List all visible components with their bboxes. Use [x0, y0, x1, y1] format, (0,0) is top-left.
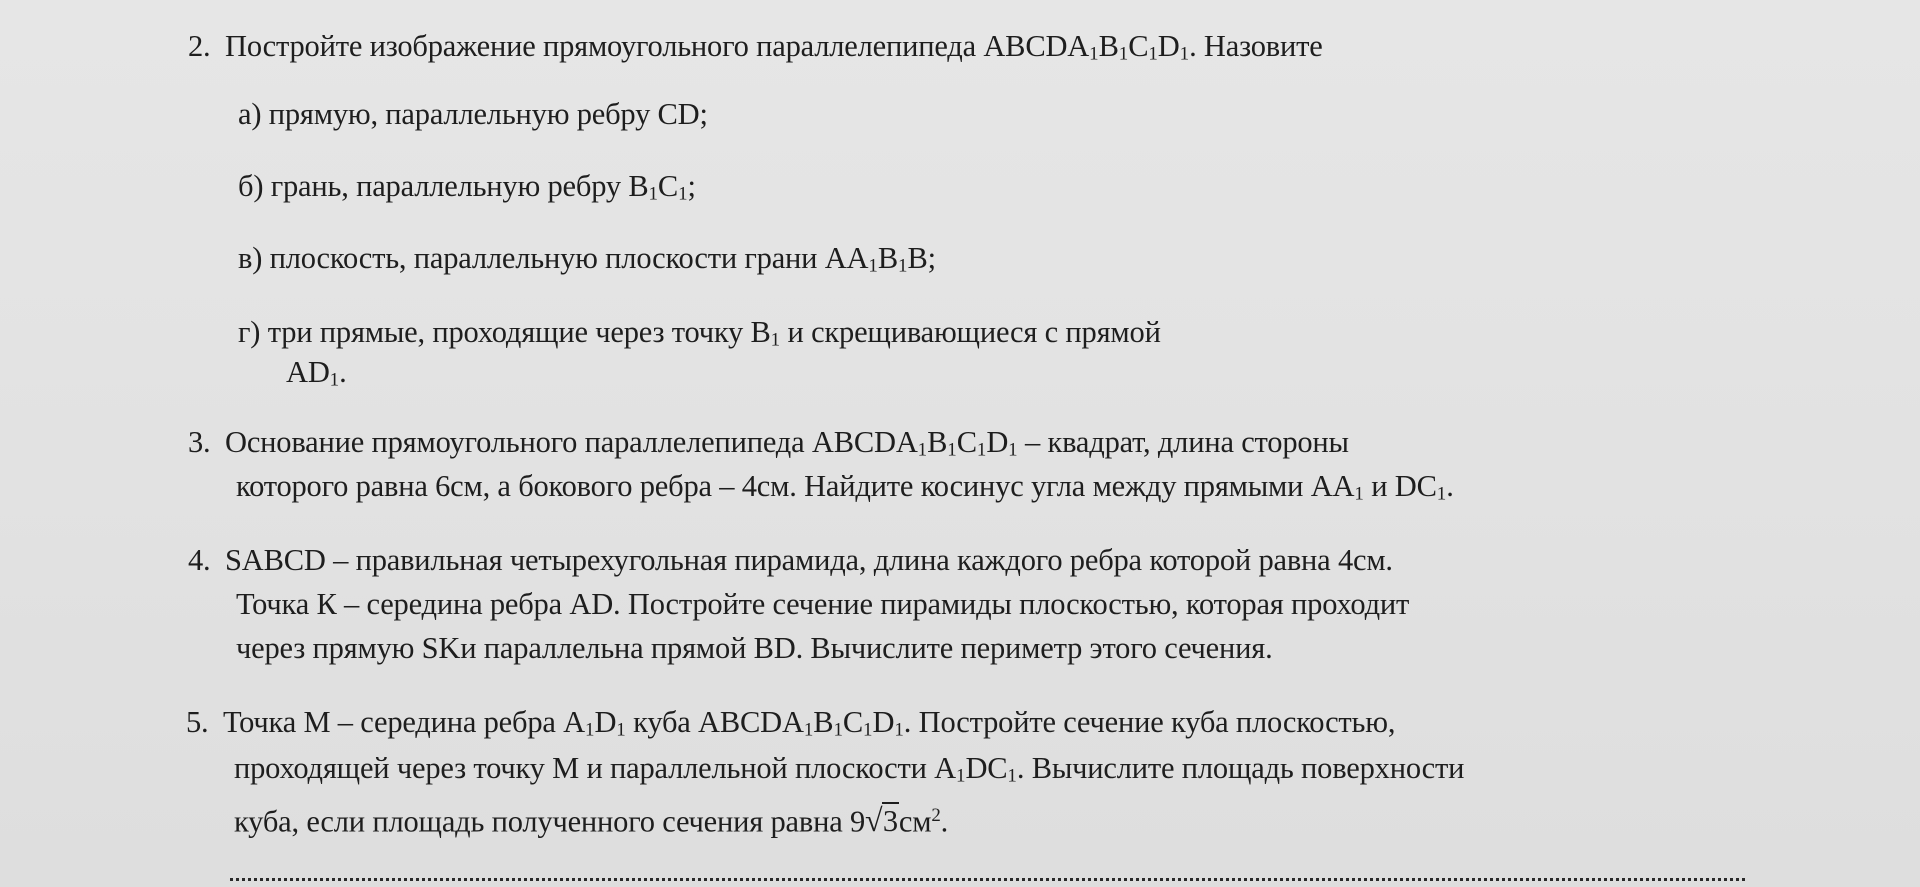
text: . Назовите	[1189, 29, 1323, 63]
text: г) три прямые, проходящие через точку B	[238, 315, 771, 349]
task-number: 2.	[188, 29, 211, 63]
text: C	[842, 705, 864, 739]
task-number: 3.	[188, 425, 211, 459]
task-2-item-b	[238, 168, 696, 212]
subscript: 1	[894, 719, 904, 741]
subscript: 1	[329, 369, 340, 391]
task-2-item-d	[238, 314, 1161, 358]
subscript: 1	[863, 719, 873, 741]
text: а) прямую, параллельную ребру CD;	[238, 97, 708, 131]
subscript: 1	[1007, 765, 1017, 787]
text: B	[927, 425, 948, 459]
text: D	[986, 425, 1009, 459]
subscript: 1	[616, 719, 626, 741]
task-4-line-3	[236, 630, 1273, 666]
task-5-line-2	[234, 750, 1464, 794]
task-3-line-1	[188, 424, 1349, 468]
subscript: 1	[1354, 483, 1364, 505]
subscript: 1	[1089, 43, 1099, 65]
task-5-line-3	[234, 798, 948, 839]
task-2-item-c	[238, 240, 936, 284]
square-root	[865, 803, 899, 839]
task-3-line-2	[236, 468, 1454, 512]
subscript: 1	[898, 255, 908, 277]
text: Точка M – середина ребра A	[223, 705, 585, 739]
text: B	[813, 705, 834, 739]
text: через прямую SKи параллельна прямой BD. Вычислите периметр этого сечения.	[236, 631, 1273, 665]
text: в) плоскость, параллельную плоскости грани AA	[238, 241, 869, 275]
text: которого равна 6см, а бокового ребра – 4см. Найдите косинус угла между прямыми AA	[236, 469, 1355, 503]
task-2-item-d-continued	[286, 354, 347, 398]
subscript: 1	[678, 183, 688, 205]
text: SABCD – правильная четырехугольная пирамида, длина каждого ребра которой равна 4см.	[225, 543, 1393, 577]
task-2-intro	[188, 28, 1323, 72]
text: Постройте изображение прямоугольного параллелепипеда ABCDA	[225, 29, 1090, 63]
subscript: 1	[955, 765, 966, 787]
task-2-item-a	[238, 96, 708, 132]
radical-sign: √	[865, 801, 883, 838]
text: D	[1157, 29, 1180, 63]
subscript: 1	[976, 439, 987, 461]
text: C	[657, 169, 679, 203]
subscript: 1	[803, 719, 814, 741]
text: B	[1098, 29, 1119, 63]
text: и DC	[1363, 469, 1437, 503]
text: и скрещивающиеся с прямой	[780, 315, 1161, 349]
text: проходящей через точку M и параллельной плоскости A	[234, 751, 956, 785]
task-number: 4.	[188, 543, 211, 577]
text: куба, если площадь полученного сечения равна 9	[234, 804, 866, 839]
text: ;	[687, 169, 696, 203]
text: Основание прямоугольного параллелепипеда ABCDA	[225, 425, 918, 459]
subscript: 1	[1179, 43, 1190, 65]
subscript: 1	[917, 439, 928, 461]
subscript: 1	[833, 719, 843, 741]
text: D	[594, 705, 617, 739]
text: B;	[907, 241, 936, 275]
dotted-divider	[230, 878, 1745, 881]
text: Точка К – середина ребра AD. Постройте сечение пирамиды плоскостью, которая проходит	[236, 587, 1410, 621]
text: C	[956, 425, 977, 459]
text: .	[940, 804, 949, 839]
task-4-line-2	[236, 586, 1409, 622]
text: см	[898, 804, 932, 839]
text: .	[1446, 469, 1454, 503]
task-number: 5.	[186, 705, 209, 739]
radicand: 3	[882, 804, 898, 839]
text: AD	[286, 355, 330, 389]
subscript: 1	[868, 255, 878, 277]
text: C	[1128, 29, 1149, 63]
text: .	[339, 355, 347, 389]
subscript: 1	[1118, 43, 1129, 65]
text: . Вычислите площадь поверхности	[1016, 751, 1465, 785]
superscript: 2	[931, 805, 941, 826]
text: б) грань, параллельную ребру B	[238, 169, 649, 203]
text: DC	[965, 751, 1008, 785]
text: D	[872, 705, 895, 739]
subscript: 1	[1148, 43, 1158, 65]
text: . Постройте сечение куба плоскостью,	[903, 705, 1396, 739]
subscript: 1	[648, 183, 658, 205]
task-4-line-1	[188, 542, 1393, 578]
subscript: 1	[947, 439, 957, 461]
text: куба ABCDA	[625, 705, 804, 739]
text: B	[877, 241, 898, 275]
subscript: 1	[1008, 439, 1018, 461]
subscript: 1	[1436, 483, 1447, 505]
text: – квадрат, длина стороны	[1017, 425, 1349, 459]
subscript: 1	[584, 719, 595, 741]
task-5-line-1	[186, 704, 1395, 748]
subscript: 1	[770, 329, 781, 351]
